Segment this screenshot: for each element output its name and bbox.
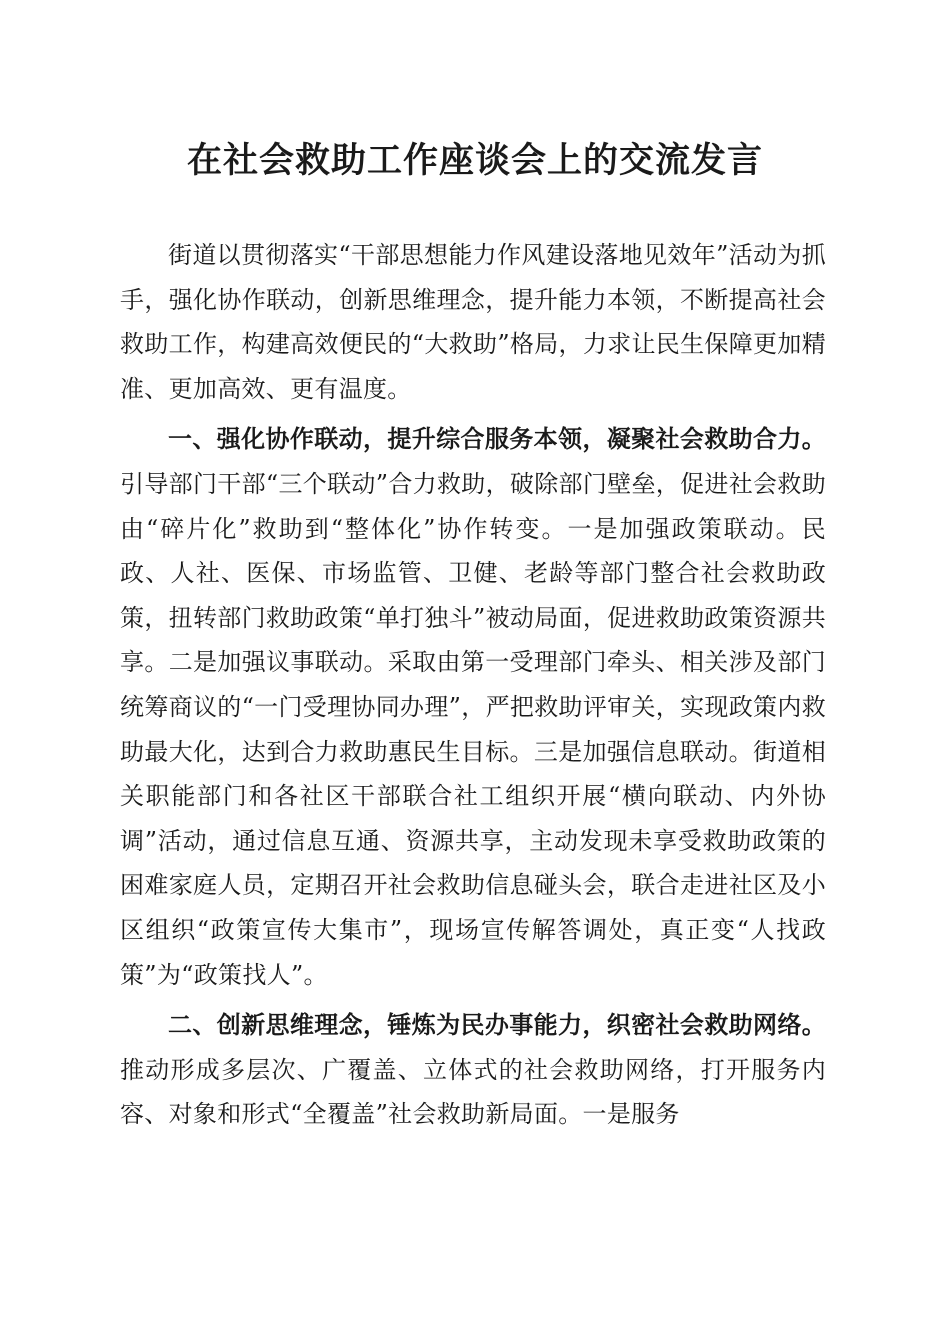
- section-1-paragraph: [120, 417, 826, 997]
- document-body: [120, 233, 826, 1137]
- section-2-paragraph: [120, 1003, 826, 1137]
- section-1-text: 引导部门干部“三个联动”合力救助，破除部门壁垒，促进社会救助由“碎片化”救助到“整体化”协作转变。一是加强政策联动。民政、人社、医保、市场监管、卫健、老龄等部门整合社会救助政策，扭转部门救助政策“单打独斗”被动局面，促进救助政策资源共享。二是加强议事联动。采取由第一受理部门牵头、相关涉及部门统筹商议的“一门受理协同办理”，严把救助评审关，实现政策内救助最大化，达到合力救助惠民生目标。三是加强信息联动。街道相关职能部门和各社区干部联合社工组织开展“横向联动、内外协调”活动，通过信息互通、资源共享，主动发现未享受救助政策的困难家庭人员，定期召开社会救助信息碰头会，联合走进社区及小区组织“政策宣传大集市”，现场宣传解答调处，真正变“人找政策”为“政策找人”。: [120, 469, 826, 989]
- document-title: 在社会救助工作座谈会上的交流发言: [186, 140, 763, 181]
- section-2-text: 推动形成多层次、广覆盖、立体式的社会救助网络，打开服务内容、对象和形式“全覆盖”社会救助新局面。一是服务: [120, 1055, 826, 1129]
- section-2-heading: 二、创新思维理念，锤炼为民办事能力，织密社会救助网络。: [168, 1011, 826, 1040]
- intro-paragraph: 街道以贯彻落实“干部思想能力作风建设落地见效年”活动为抓手，强化协作联动，创新思维理念，提升能力本领，不断提高社会救助工作，构建高效便民的“大救助”格局，力求让民生保障更加精准、更加高效、更有温度。: [120, 241, 826, 403]
- section-1-heading: 一、强化协作联动，提升综合服务本领，凝聚社会救助合力。: [168, 425, 826, 454]
